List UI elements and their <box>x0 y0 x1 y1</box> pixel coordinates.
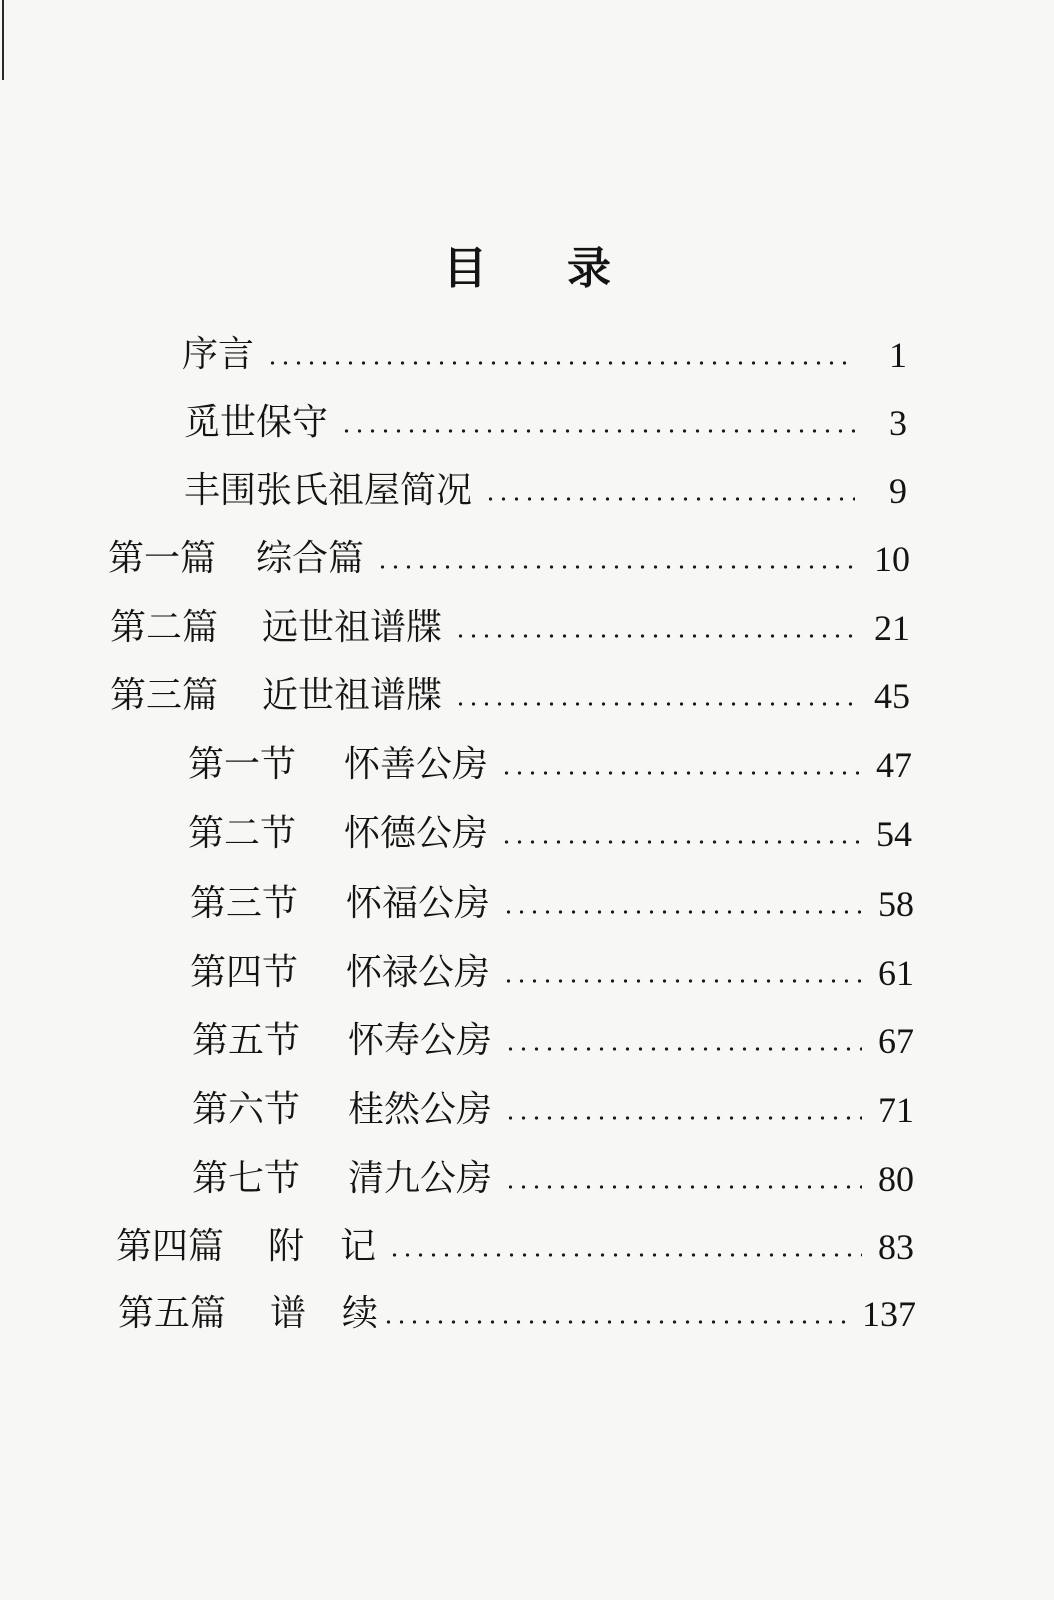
toc-page-number: 83 <box>878 1227 914 1267</box>
toc-page-number: 61 <box>878 953 914 993</box>
toc-entry-title: 远世祖谱牒 <box>262 607 443 648</box>
toc-leader-dots <box>340 427 855 435</box>
toc-leader-dots <box>504 1183 862 1191</box>
toc-entry <box>190 876 914 926</box>
toc-entry-title: 怀禄公房 <box>346 952 491 993</box>
toc-page-number: 80 <box>878 1159 914 1199</box>
toc-entry <box>184 395 907 445</box>
toc-leader-dots <box>484 495 855 503</box>
page-title <box>0 232 1054 296</box>
toc-leader-dots <box>388 1251 862 1259</box>
toc-page-number: 21 <box>874 608 910 648</box>
toc-entry-title: 综合篇 <box>256 538 365 579</box>
toc-entry-label: 觅世保守 <box>184 402 329 443</box>
toc-entry-title: 怀德公房 <box>344 813 489 854</box>
toc-page-number: 58 <box>878 884 914 924</box>
toc-entry-label: 第六节 <box>192 1089 301 1130</box>
toc-entry-label: 第四篇 <box>116 1226 225 1267</box>
title-char-1: 目 <box>443 243 487 294</box>
toc-entry-label: 序言 <box>182 334 255 375</box>
toc-entry-title: 怀寿公房 <box>348 1020 493 1061</box>
toc-entry <box>188 806 912 856</box>
title-char-2: 录 <box>567 243 611 294</box>
toc-entry-label: 第三节 <box>190 883 299 924</box>
toc-leader-dots <box>500 838 860 846</box>
toc-entry <box>118 1286 916 1336</box>
toc-entry-title: 清九公房 <box>348 1158 493 1199</box>
toc-leader-dots <box>382 1318 850 1326</box>
toc-leader-dots <box>266 359 855 367</box>
toc-entry-label: 第二篇 <box>110 607 219 648</box>
toc-entry-title: 桂然公房 <box>348 1089 493 1130</box>
toc-entry-label: 第一篇 <box>108 538 217 579</box>
toc-entry-title: 谱 续 <box>270 1293 379 1334</box>
toc-entry <box>116 1219 914 1269</box>
toc-entry <box>108 531 910 581</box>
toc-entry-label: 第五篇 <box>118 1293 227 1334</box>
toc-page-number: 54 <box>876 814 912 854</box>
page-edge-mark <box>2 0 4 80</box>
toc-page-number: 3 <box>889 403 907 443</box>
toc-entry-title: 怀善公房 <box>344 744 489 785</box>
toc-entry <box>110 600 910 650</box>
toc-page-number: 67 <box>878 1021 914 1061</box>
toc-page-number: 47 <box>876 745 912 785</box>
toc-page-number: 71 <box>878 1090 914 1130</box>
toc-entry <box>110 668 910 718</box>
toc-entry-label: 第二节 <box>188 813 297 854</box>
toc-leader-dots <box>502 977 862 985</box>
toc-leader-dots <box>500 769 860 777</box>
toc-entry-title: 近世祖谱牒 <box>262 675 443 716</box>
toc-leader-dots <box>454 700 858 708</box>
toc-entry <box>192 1013 914 1063</box>
toc-leader-dots <box>504 1045 862 1053</box>
toc-page-number: 137 <box>862 1294 916 1334</box>
toc-page-number: 9 <box>889 471 907 511</box>
toc-page-number: 1 <box>889 335 907 375</box>
toc-entry-title: 怀福公房 <box>346 883 491 924</box>
toc-page-number: 45 <box>874 676 910 716</box>
toc-leader-dots <box>376 563 858 571</box>
toc-entry-label: 第四节 <box>190 952 299 993</box>
toc-entry <box>190 945 914 995</box>
toc-leader-dots <box>504 1114 862 1122</box>
toc-entry <box>188 737 912 787</box>
toc-entry <box>192 1082 914 1132</box>
toc-entry-label: 第五节 <box>192 1020 301 1061</box>
toc-leader-dots <box>502 908 862 916</box>
toc-entry <box>184 463 907 513</box>
toc-entry <box>182 327 907 377</box>
toc-entry-label: 第一节 <box>188 744 297 785</box>
toc-entry-label: 第三篇 <box>110 675 219 716</box>
toc-entry-title: 附 记 <box>268 1226 377 1267</box>
toc-entry <box>192 1151 914 1201</box>
toc-entry-label: 丰围张氏祖屋简况 <box>184 470 473 511</box>
toc-page-number: 10 <box>874 539 910 579</box>
toc-entry-label: 第七节 <box>192 1158 301 1199</box>
toc-leader-dots <box>454 632 858 640</box>
